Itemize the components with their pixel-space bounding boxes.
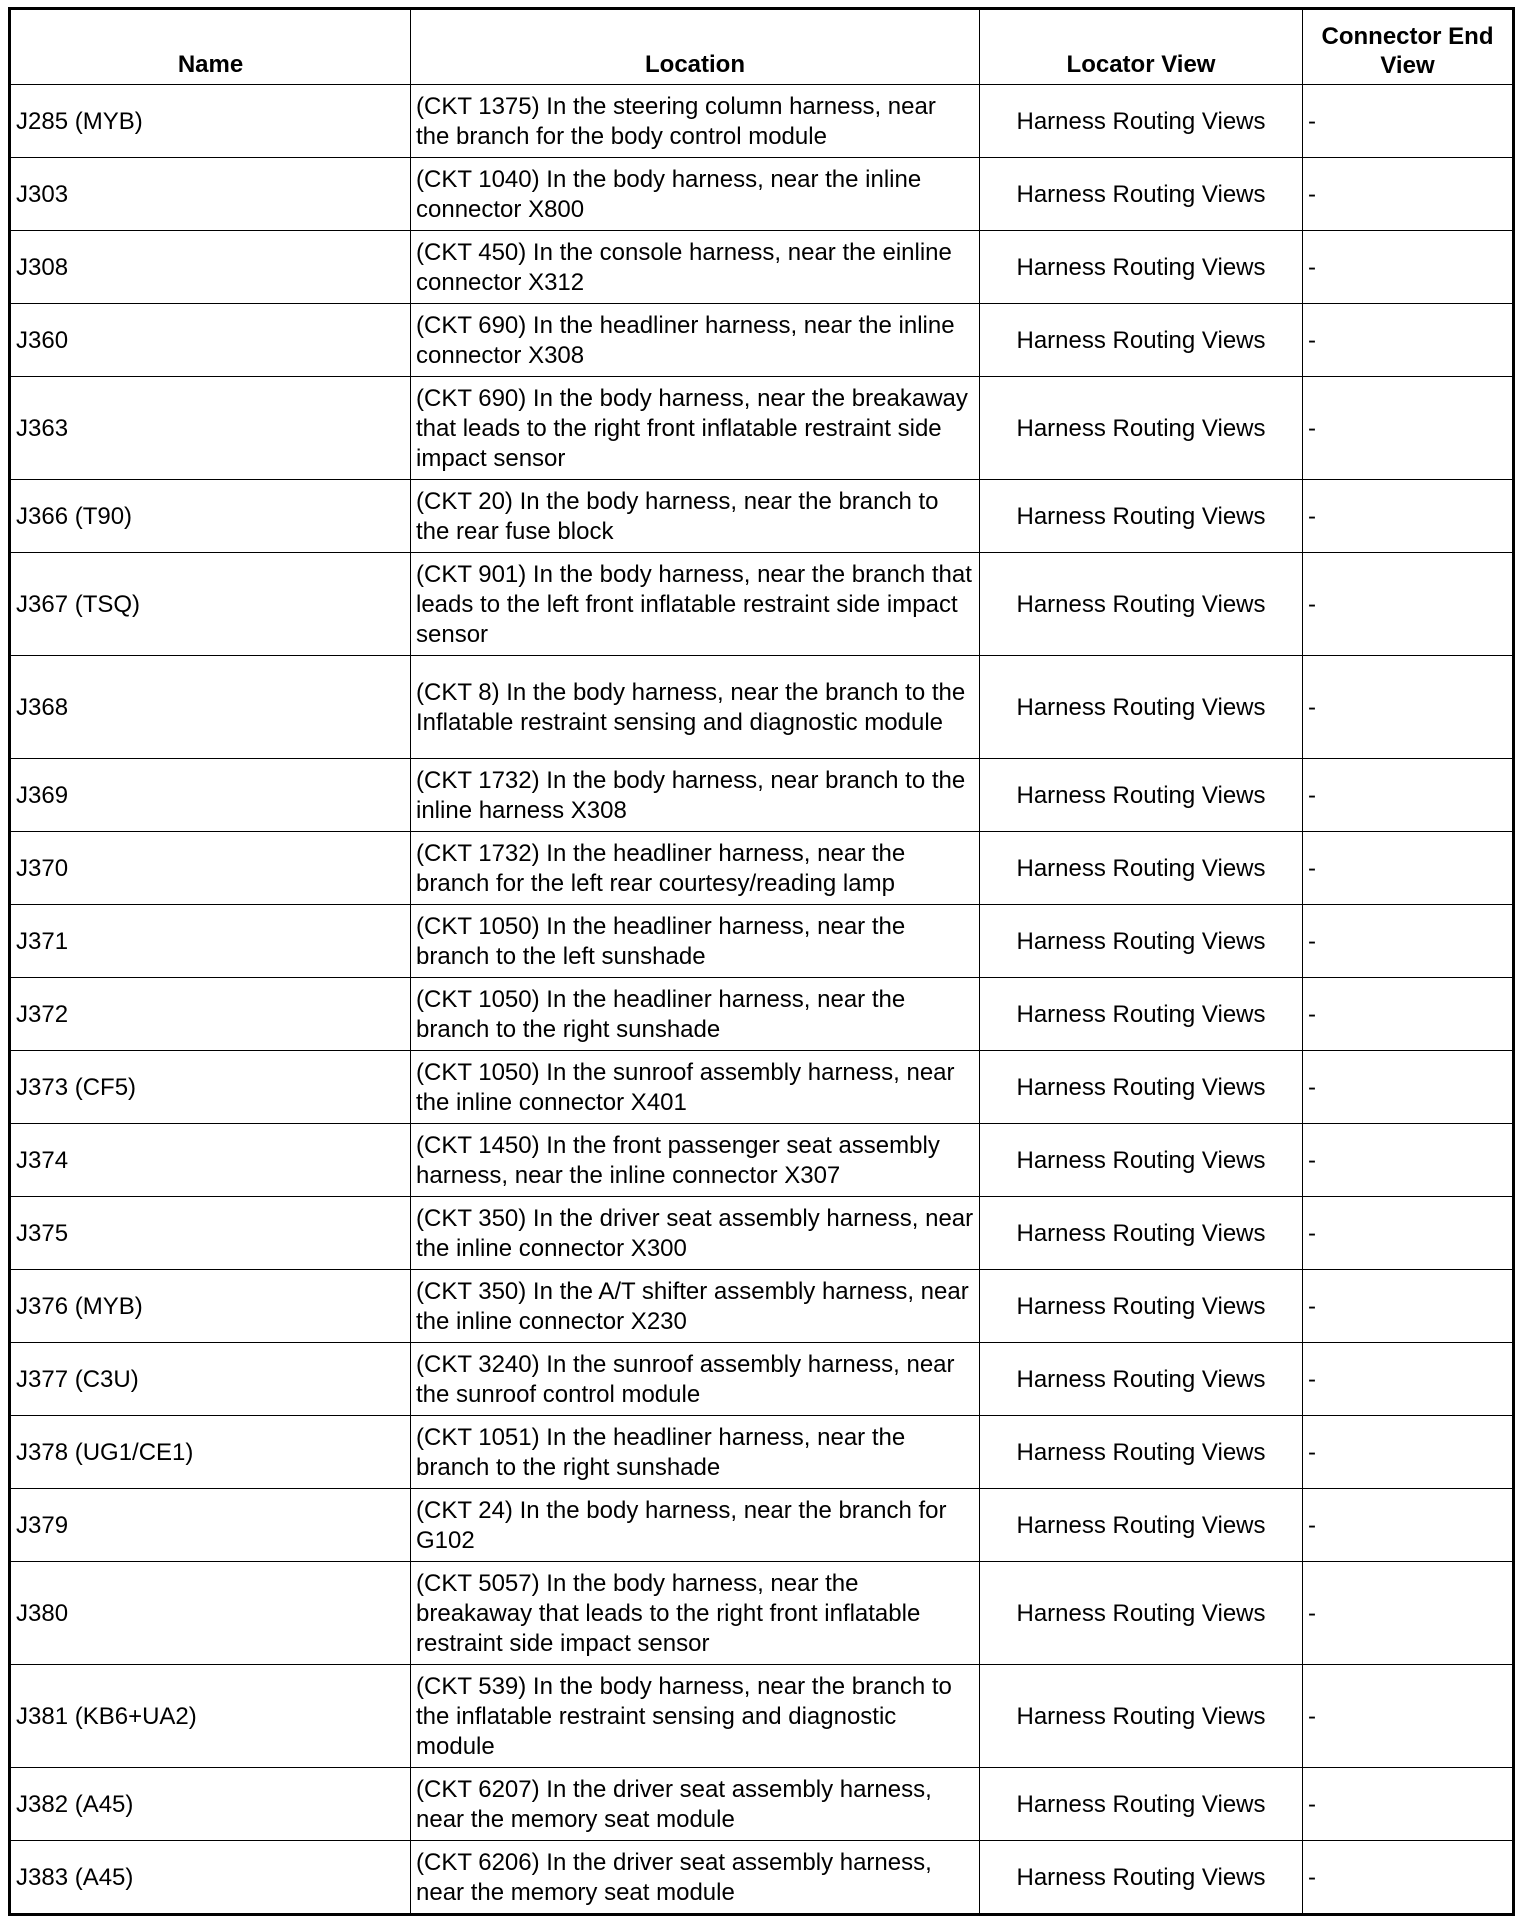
cell-name: J382 (A45)	[10, 1768, 411, 1841]
cell-location: (CKT 6207) In the driver seat assembly harness, near the memory seat module	[411, 1768, 980, 1841]
cell-connector-end-view: -	[1303, 1841, 1514, 1915]
cell-connector-end-view: -	[1303, 759, 1514, 832]
cell-name: J373 (CF5)	[10, 1051, 411, 1124]
cell-locator-view: Harness Routing Views	[980, 158, 1303, 231]
cell-name: J370	[10, 832, 411, 905]
table-row	[10, 656, 1514, 759]
cell-connector-end-view: -	[1303, 978, 1514, 1051]
splice-location-table	[8, 7, 1515, 1916]
table-row	[10, 231, 1514, 304]
cell-locator-view: Harness Routing Views	[980, 978, 1303, 1051]
cell-name: J285 (MYB)	[10, 85, 411, 158]
cell-location: (CKT 1450) In the front passenger seat assembly harness, near the inline connector X307	[411, 1124, 980, 1197]
cell-connector-end-view: -	[1303, 231, 1514, 304]
table-row	[10, 978, 1514, 1051]
cell-name: J368	[10, 656, 411, 759]
cell-location: (CKT 1040) In the body harness, near the inline connector X800	[411, 158, 980, 231]
cell-locator-view: Harness Routing Views	[980, 480, 1303, 553]
cell-name: J375	[10, 1197, 411, 1270]
cell-name: J374	[10, 1124, 411, 1197]
table-row	[10, 480, 1514, 553]
cell-location: (CKT 1050) In the headliner harness, near the branch to the right sunshade	[411, 978, 980, 1051]
cell-location: (CKT 20) In the body harness, near the branch to the rear fuse block	[411, 480, 980, 553]
cell-location: (CKT 1375) In the steering column harness, near the branch for the body control module	[411, 85, 980, 158]
cell-connector-end-view: -	[1303, 1343, 1514, 1416]
cell-location: (CKT 6206) In the driver seat assembly harness, near the memory seat module	[411, 1841, 980, 1915]
table-row	[10, 1562, 1514, 1665]
cell-name: J366 (T90)	[10, 480, 411, 553]
table-row	[10, 1665, 1514, 1768]
table-row	[10, 1343, 1514, 1416]
table-row	[10, 905, 1514, 978]
cell-locator-view: Harness Routing Views	[980, 759, 1303, 832]
cell-connector-end-view: -	[1303, 1489, 1514, 1562]
cell-connector-end-view: -	[1303, 832, 1514, 905]
cell-location: (CKT 5057) In the body harness, near the breakaway that leads to the right front inflatable restraint side impact sensor	[411, 1562, 980, 1665]
cell-name: J303	[10, 158, 411, 231]
table-row	[10, 1197, 1514, 1270]
table-row	[10, 1124, 1514, 1197]
cell-location: (CKT 690) In the body harness, near the breakaway that leads to the right front inflatable restraint side impact sensor	[411, 377, 980, 480]
cell-location: (CKT 1050) In the headliner harness, near the branch to the left sunshade	[411, 905, 980, 978]
cell-locator-view: Harness Routing Views	[980, 905, 1303, 978]
table-row	[10, 553, 1514, 656]
cell-locator-view: Harness Routing Views	[980, 1416, 1303, 1489]
cell-locator-view: Harness Routing Views	[980, 656, 1303, 759]
cell-locator-view: Harness Routing Views	[980, 1841, 1303, 1915]
cell-connector-end-view: -	[1303, 1197, 1514, 1270]
cell-locator-view: Harness Routing Views	[980, 1343, 1303, 1416]
cell-locator-view: Harness Routing Views	[980, 1051, 1303, 1124]
cell-connector-end-view: -	[1303, 1124, 1514, 1197]
cell-location: (CKT 1732) In the body harness, near branch to the inline harness X308	[411, 759, 980, 832]
cell-location: (CKT 1051) In the headliner harness, near the branch to the right sunshade	[411, 1416, 980, 1489]
table-row	[10, 85, 1514, 158]
cell-name: J367 (TSQ)	[10, 553, 411, 656]
cell-locator-view: Harness Routing Views	[980, 1489, 1303, 1562]
cell-location: (CKT 350) In the A/T shifter assembly harness, near the inline connector X230	[411, 1270, 980, 1343]
header-row	[10, 9, 1514, 85]
cell-name: J377 (C3U)	[10, 1343, 411, 1416]
table-row	[10, 1270, 1514, 1343]
cell-name: J371	[10, 905, 411, 978]
cell-locator-view: Harness Routing Views	[980, 832, 1303, 905]
cell-locator-view: Harness Routing Views	[980, 304, 1303, 377]
cell-location: (CKT 450) In the console harness, near the einline connector X312	[411, 231, 980, 304]
table-row	[10, 832, 1514, 905]
cell-connector-end-view: -	[1303, 1270, 1514, 1343]
header-connector-end-view: Connector End View	[1303, 9, 1514, 85]
table-row	[10, 759, 1514, 832]
cell-connector-end-view: -	[1303, 480, 1514, 553]
cell-location: (CKT 690) In the headliner harness, near the inline connector X308	[411, 304, 980, 377]
cell-locator-view: Harness Routing Views	[980, 1270, 1303, 1343]
cell-location: (CKT 3240) In the sunroof assembly harness, near the sunroof control module	[411, 1343, 980, 1416]
cell-connector-end-view: -	[1303, 1665, 1514, 1768]
cell-name: J378 (UG1/CE1)	[10, 1416, 411, 1489]
cell-location: (CKT 1050) In the sunroof assembly harness, near the inline connector X401	[411, 1051, 980, 1124]
table-row	[10, 158, 1514, 231]
cell-name: J376 (MYB)	[10, 1270, 411, 1343]
table-row	[10, 1768, 1514, 1841]
header-location: Location	[411, 9, 980, 85]
cell-name: J360	[10, 304, 411, 377]
cell-connector-end-view: -	[1303, 1051, 1514, 1124]
cell-locator-view: Harness Routing Views	[980, 1197, 1303, 1270]
cell-connector-end-view: -	[1303, 1768, 1514, 1841]
cell-name: J380	[10, 1562, 411, 1665]
table-row	[10, 1841, 1514, 1915]
cell-locator-view: Harness Routing Views	[980, 553, 1303, 656]
cell-name: J363	[10, 377, 411, 480]
cell-connector-end-view: -	[1303, 85, 1514, 158]
cell-name: J379	[10, 1489, 411, 1562]
cell-connector-end-view: -	[1303, 905, 1514, 978]
cell-locator-view: Harness Routing Views	[980, 231, 1303, 304]
cell-connector-end-view: -	[1303, 1416, 1514, 1489]
table-row	[10, 1489, 1514, 1562]
cell-locator-view: Harness Routing Views	[980, 1665, 1303, 1768]
cell-locator-view: Harness Routing Views	[980, 1124, 1303, 1197]
table-row	[10, 304, 1514, 377]
cell-locator-view: Harness Routing Views	[980, 1562, 1303, 1665]
cell-name: J308	[10, 231, 411, 304]
cell-location: (CKT 539) In the body harness, near the branch to the inflatable restraint sensing and diagnostic module	[411, 1665, 980, 1768]
header-locator-view: Locator View	[980, 9, 1303, 85]
cell-location: (CKT 8) In the body harness, near the branch to the Inflatable restraint sensing and diagnostic module	[411, 656, 980, 759]
cell-connector-end-view: -	[1303, 656, 1514, 759]
cell-connector-end-view: -	[1303, 1562, 1514, 1665]
cell-location: (CKT 1732) In the headliner harness, near the branch for the left rear courtesy/reading lamp	[411, 832, 980, 905]
cell-locator-view: Harness Routing Views	[980, 377, 1303, 480]
cell-name: J383 (A45)	[10, 1841, 411, 1915]
cell-location: (CKT 350) In the driver seat assembly harness, near the inline connector X300	[411, 1197, 980, 1270]
cell-connector-end-view: -	[1303, 553, 1514, 656]
cell-name: J372	[10, 978, 411, 1051]
cell-name: J381 (KB6+UA2)	[10, 1665, 411, 1768]
cell-connector-end-view: -	[1303, 304, 1514, 377]
cell-location: (CKT 901) In the body harness, near the branch that leads to the left front inflatable restraint side impact sensor	[411, 553, 980, 656]
table-row	[10, 1051, 1514, 1124]
header-name: Name	[10, 9, 411, 85]
cell-name: J369	[10, 759, 411, 832]
cell-connector-end-view: -	[1303, 158, 1514, 231]
cell-location: (CKT 24) In the body harness, near the branch for G102	[411, 1489, 980, 1562]
cell-locator-view: Harness Routing Views	[980, 85, 1303, 158]
cell-locator-view: Harness Routing Views	[980, 1768, 1303, 1841]
cell-connector-end-view: -	[1303, 377, 1514, 480]
table-row	[10, 1416, 1514, 1489]
table-row	[10, 377, 1514, 480]
